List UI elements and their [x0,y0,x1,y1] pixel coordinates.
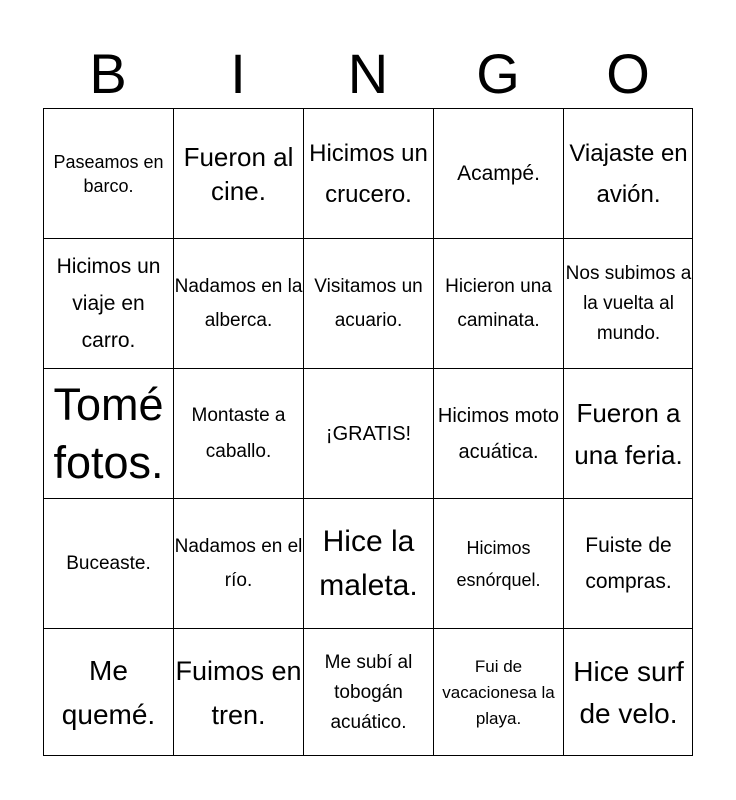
cell-text: Montaste a caballo. [191,404,286,462]
bingo-grid [43,108,693,756]
cell-text: Me subí al tobogán acuático. [324,651,413,733]
bingo-cell[interactable] [174,239,304,369]
header-letter-i: I [230,42,246,105]
bingo-cell[interactable] [174,499,304,629]
cell-text: Nadamos en el río. [174,535,303,591]
bingo-header [43,40,693,108]
cell-text: Nadamos en la alberca. [174,275,303,331]
header-letter-g: G [476,42,520,105]
cell-text: Buceaste. [66,552,151,574]
cell-text: Acampé. [457,161,540,185]
cell-text: Fueron a una feria. [574,397,683,470]
cell-text: Hicimos moto acuática. [437,404,560,463]
bingo-cell[interactable] [564,109,693,239]
free-space: ¡GRATIS! [325,422,412,445]
cell-text: Hice la maleta. [319,524,418,602]
bingo-cell[interactable] [44,239,174,369]
bingo-cell[interactable] [44,369,174,499]
bingo-cell[interactable] [564,499,693,629]
bingo-cell[interactable] [564,239,693,369]
cell-text: Fuimos en tren. [175,655,302,730]
cell-text: Me quemé. [61,654,156,730]
bingo-cell[interactable] [174,109,304,239]
bingo-cell[interactable] [304,629,434,756]
bingo-cell[interactable] [434,499,564,629]
cell-text: Paseamos en barco. [53,151,164,196]
bingo-cell[interactable] [174,369,304,499]
cell-text: Fueron al cine. [183,141,294,206]
cell-text: Hice surf de velo. [573,655,684,729]
cell-text: Nos subimos a la vuelta al mundo. [565,262,692,344]
cell-text: Hicimos un viaje en carro. [56,255,161,352]
cell-text: Visitamos un acuario. [314,275,423,331]
bingo-cell[interactable] [44,499,174,629]
bingo-cell[interactable] [44,629,174,756]
header-letter-b: B [89,42,127,105]
bingo-cell[interactable] [304,239,434,369]
bingo-cell[interactable] [304,109,434,239]
bingo-cell[interactable] [564,629,693,756]
header-letter-o: O [606,42,650,105]
bingo-cell[interactable] [434,369,564,499]
cell-text: Viajaste en avión. [569,139,688,208]
cell-text: Hicimos un crucero. [309,139,428,208]
header-letter-n: N [347,42,389,105]
cell-text: Fuiste de compras. [585,533,672,593]
bingo-cell[interactable] [304,369,434,499]
bingo-cell[interactable] [564,369,693,499]
cell-text: Hicimos esnórquel. [456,537,541,590]
cell-text: Fui de vacacionesa la playa. [442,656,555,728]
bingo-cell[interactable] [174,629,304,756]
cell-text: Hicieron una caminata. [445,275,552,331]
bingo-cell[interactable] [44,109,174,239]
bingo-cell[interactable] [434,109,564,239]
bingo-cell[interactable] [434,629,564,756]
cell-text: Tomé fotos. [53,378,164,488]
bingo-cell[interactable] [304,499,434,629]
bingo-cell[interactable] [434,239,564,369]
